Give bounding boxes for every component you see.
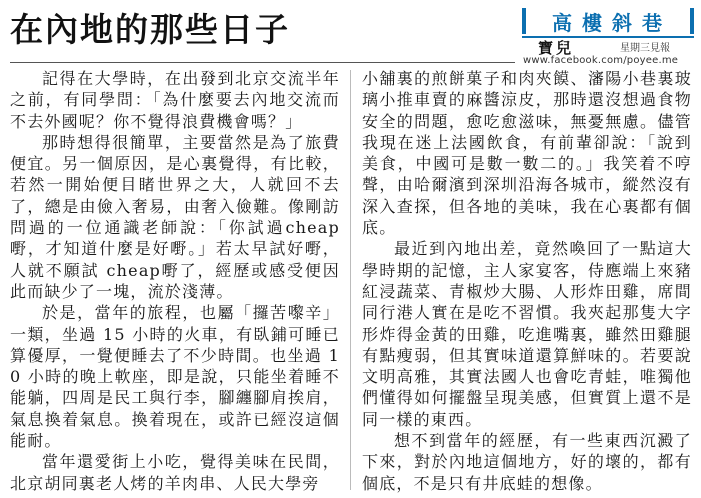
paragraph: 當年還愛街上小吃，覺得美味在民間，北京胡同裏老人烤的羊肉串、人民大學旁 (10, 452, 340, 493)
masthead-left-bar (522, 8, 526, 34)
author-name: 寶兒 (538, 39, 575, 57)
paragraph: 記得在大學時，在出發到北京交流半年之前，有同學問：「為什麼要去內地交流而不去外國呢？你不覺得浪費機會嗎？」 (10, 69, 340, 131)
paragraph: 想不到當年的經歷，有一些東西沉澱了下來，對於內地這個地方，好的壞的，都有個底，不是只有井底蛙的想像。 (362, 431, 692, 493)
paragraph: 那時想得很簡單，主要當然是為了旅費便宜。另一個原因，是心裏覺得，有比較，若然一開始便目睹世界之大，人就回不去了，總是由儉入奢易，由奢入儉難。像剛訪問過的一位通識老師說：「你試過cheap嘢，才知道什麼是好嘢。」若太早試好嘢，人就不願試 cheap嘢了，經歷或感受便因此而缺少了一塊，流於淺薄。 (10, 132, 340, 301)
column-masthead (522, 6, 694, 38)
publish-day: 星期三見報 (620, 43, 670, 54)
masthead-right-bar (690, 8, 694, 34)
paragraph: 於是，當年的旅程，也屬「攞苦嚟辛」一類，坐過 15 小時的火車，有臥鋪可睡已算優厚，一覺便睡去了不少時間。也坐過 10 小時的晚上軟座，即是說，只能坐着睡不能躺，四周是民工與行李，腳纏腳肩挨肩，氣息換着氣息。換着現在，或許已經沒這個能耐。 (10, 303, 340, 451)
paragraph: 最近到內地出差，竟然喚回了一點這大學時期的記憶，主人家宴客，侍應端上來豬紅浸蔬菜、青椒炒大腸、人形炸田雞，席間同行港人實在是吃不習慣。我夾起那隻大字形炸得金黃的田雞，吃進嘴裏，雖然田雞腿有點瘦弱，但其實味道還算鮮味的。若要說文明高雅，其實法國人也會吃青蛙，唯獨他們懂得如何擺盤呈現美感，但實質上還不是同一樣的東西。 (362, 239, 692, 429)
article-left-column (10, 68, 340, 494)
header-divider (10, 62, 515, 63)
author-url: www.facebook.com/poyee.me (523, 55, 679, 66)
article-title: 在內地的那些日子 (10, 10, 290, 49)
column-gutter (350, 70, 351, 490)
paragraph: 小舖裏的煎餅菓子和肉夾饃、瀋陽小巷裏玻璃小推車賣的麻醬涼皮，那時還沒想過食物安全的問題，愈吃愈滋味，無憂無慮。儘管我現在迷上法國飲食，有前輩卻說：「說到美食，中國可是數一數二的。」我笑着不哼聲，由哈爾濱到深圳沿海各城市，縱然沒有深入查探，但各地的美味，我在心裏都有個底。 (362, 69, 692, 238)
article-right-column (362, 68, 692, 494)
column-name: 高樓斜巷 (552, 10, 672, 35)
